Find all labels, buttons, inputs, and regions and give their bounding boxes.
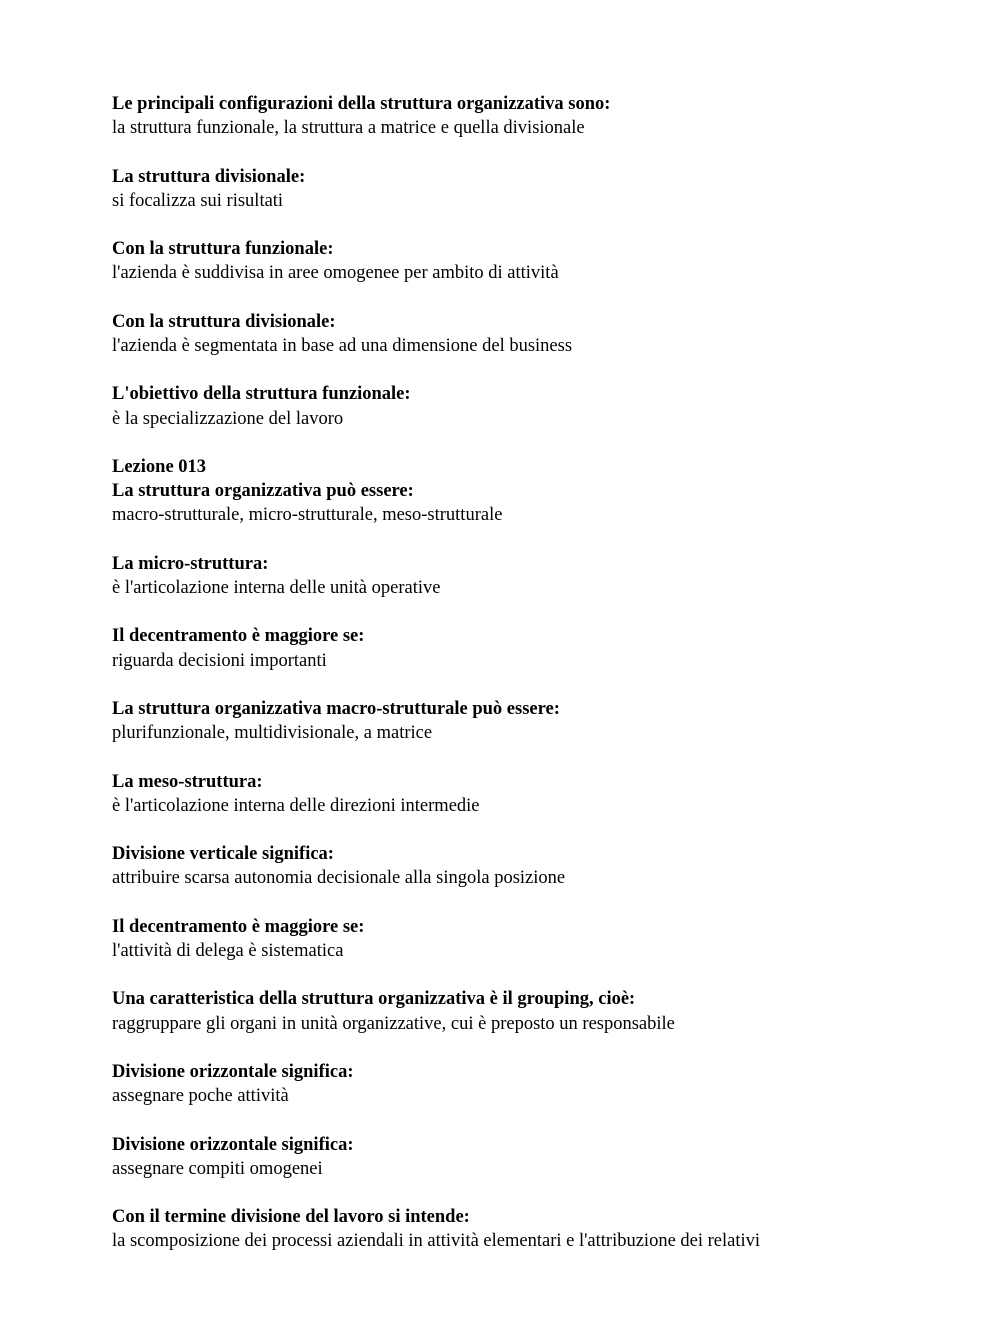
qa-block-12 bbox=[112, 915, 972, 963]
qa-block-9 bbox=[112, 697, 972, 745]
answer-text: macro-strutturale, micro-strutturale, meso-strutturale bbox=[112, 505, 503, 526]
answer-text: la scomposizione dei processi aziendali in attività elementari e l'attribuzione dei relativi bbox=[112, 1231, 761, 1252]
answer-text: assegnare poche attività bbox=[112, 1086, 289, 1107]
question-text: Con il termine divisione del lavoro si intende: bbox=[112, 1207, 470, 1228]
question-text: La struttura divisionale: bbox=[112, 166, 306, 187]
question-text: Il decentramento è maggiore se: bbox=[112, 916, 365, 937]
answer-text: attribuire scarsa autonomia decisionale alla singola posizione bbox=[112, 868, 566, 889]
document-page bbox=[112, 92, 972, 1278]
qa-block-4 bbox=[112, 310, 972, 358]
answer-text: si focalizza sui risultati bbox=[112, 190, 284, 211]
qa-block-8 bbox=[112, 624, 972, 672]
qa-block-14 bbox=[112, 1060, 972, 1108]
answer-text: è l'articolazione interna delle direzioni intermedie bbox=[112, 795, 480, 816]
qa-block-2 bbox=[112, 165, 972, 213]
qa-block-15 bbox=[112, 1133, 972, 1181]
question-text: Con la struttura divisionale: bbox=[112, 311, 336, 332]
answer-text: la struttura funzionale, la struttura a matrice e quella divisionale bbox=[112, 118, 585, 139]
answer-text: riguarda decisioni importanti bbox=[112, 650, 327, 671]
question-text: Divisione verticale significa: bbox=[112, 844, 334, 865]
qa-block-5 bbox=[112, 382, 972, 430]
qa-block-7 bbox=[112, 552, 972, 600]
question-text: Divisione orizzontale significa: bbox=[112, 1061, 354, 1082]
qa-block-10 bbox=[112, 770, 972, 818]
question-text: Una caratteristica della struttura organizzativa è il grouping, cioè: bbox=[112, 989, 636, 1010]
question-text: La micro-struttura: bbox=[112, 553, 269, 574]
qa-block-13 bbox=[112, 987, 972, 1035]
qa-block-16 bbox=[112, 1205, 972, 1253]
question-text: La struttura organizzativa macro-strutturale può essere: bbox=[112, 698, 560, 719]
answer-text: è l'articolazione interna delle unità operative bbox=[112, 577, 441, 598]
qa-block-3 bbox=[112, 237, 972, 285]
question-text: Il decentramento è maggiore se: bbox=[112, 626, 365, 647]
answer-text: l'attività di delega è sistematica bbox=[112, 940, 344, 961]
question-text: La meso-struttura: bbox=[112, 771, 263, 792]
lesson-heading: Lezione 013 bbox=[112, 456, 207, 477]
answer-text: raggruppare gli organi in unità organizzative, cui è preposto un responsabile bbox=[112, 1013, 675, 1034]
question-text: Con la struttura funzionale: bbox=[112, 239, 334, 260]
qa-block-1 bbox=[112, 92, 972, 140]
question-text: Le principali configurazioni della struttura organizzativa sono: bbox=[112, 94, 611, 114]
answer-text: l'azienda è suddivisa in aree omogenee per ambito di attività bbox=[112, 263, 559, 284]
answer-text: l'azienda è segmentata in base ad una dimensione del business bbox=[112, 335, 573, 356]
qa-block-11 bbox=[112, 842, 972, 890]
question-text: La struttura organizzativa può essere: bbox=[112, 481, 414, 502]
qa-block-6 bbox=[112, 455, 972, 528]
answer-text: è la specializzazione del lavoro bbox=[112, 408, 344, 429]
answer-text: plurifunzionale, multidivisionale, a matrice bbox=[112, 723, 433, 744]
question-text: Divisione orizzontale significa: bbox=[112, 1134, 354, 1155]
question-text: L'obiettivo della struttura funzionale: bbox=[112, 384, 411, 405]
answer-text: assegnare compiti omogenei bbox=[112, 1158, 323, 1179]
